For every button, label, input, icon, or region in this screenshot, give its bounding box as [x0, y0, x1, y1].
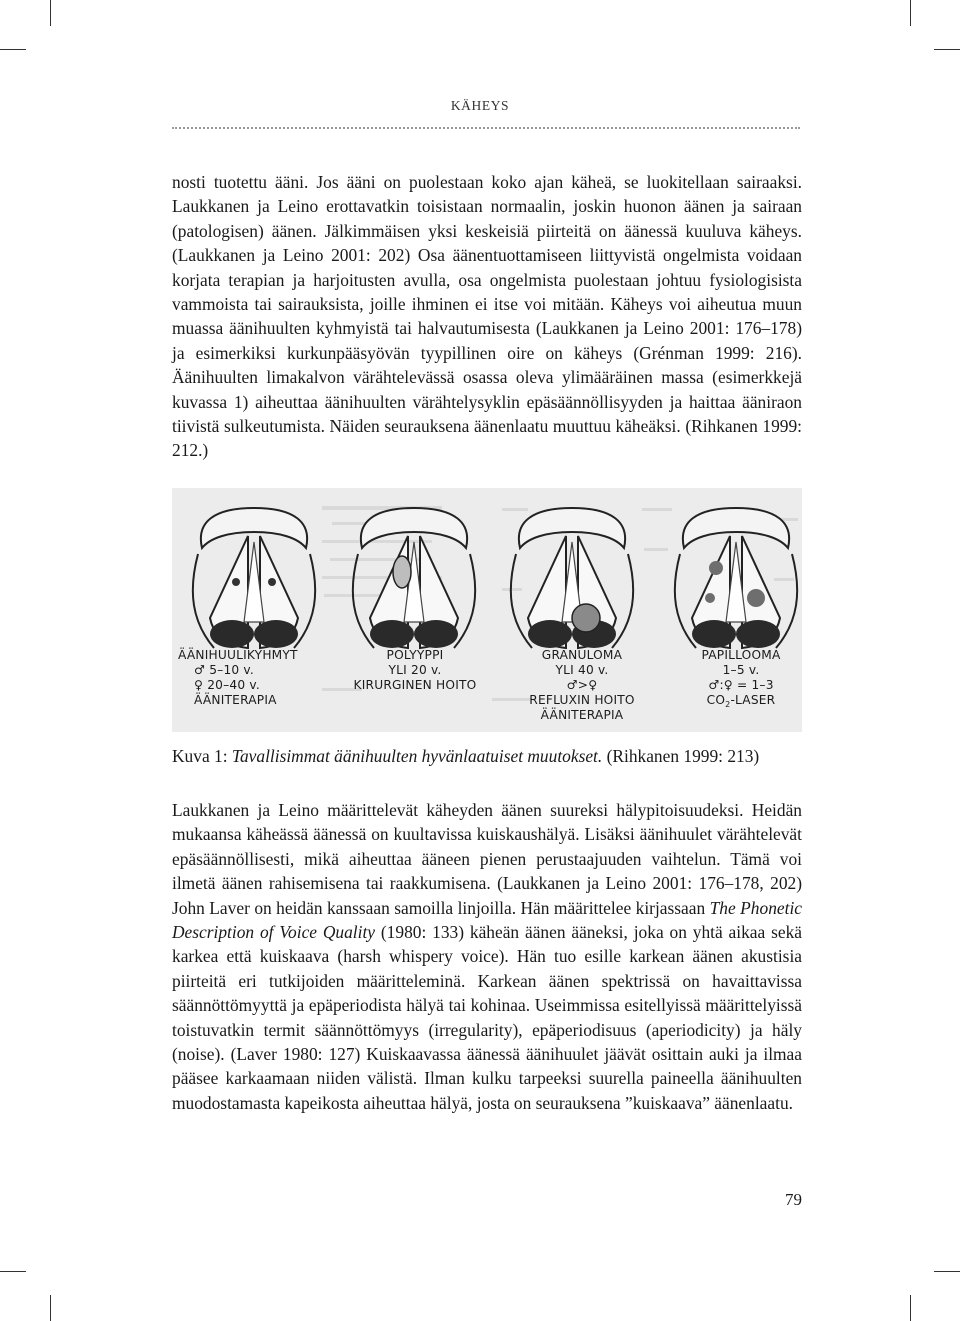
body-paragraph-2: Laukkanen ja Leino määrittelevät käheyden äänen suureksi hälypitoisuudeksi. Heidän mukaansa käheässä äänessä on kuultavissa kuiskaushälyä. Lisäksi äänihuulet värähtelevät epäsäännöllisesti, mikä aiheuttaa ääneen pienen perustaajuuden vaihtelun. Tämä voi ilmetä äänen rahisemisena tai raakkumisena. (Laukkanen ja Leino 2001: 176–178, 202) John Laver on heidän kanssaan samoilla linjoilla. Hän määrittelee kirjassaan The Phonetic Description of Voice Quality (1980: 133) käheän äänen ääneksi, joka on yhtä aikaa sekä karkea että kuiskaava (harsh whispery voice). Hän tuo esille karkean äänen akustisia piirteitä eri tutkijoiden määritteleminä. Karkean äänen spektrissä on havaittavissa säännöttömyyttä ja epäperiodista hälyä tai kohinaa. Useimmissa esitellyissä määrittelyissä toistuvatkin termit säännöttömyys (irregularity), epäperiodisuus (aperiodicity) ja häly (noise). (Laver 1980: 127) Kuiskaavassa äänessä äänihuulet jäävät osittain auki ja ilmaa pääsee karkaamaan niiden välistä. Ilman kulku tarpeeksi suurella paineella äänihuulten muodostamasta kapeikosta aiheuttaa hälyä, josta on seurauksena ”kuiskaava” äänenlaatu.	[172, 800, 802, 1113]
panel-papilloma-label: PAPILLOOMA 1–5 v. ♂:♀ = 1–3 $CO_2$-LASER	[701, 648, 781, 709]
granuloma-illustration	[511, 508, 633, 648]
nodules-illustration	[193, 508, 315, 648]
panel-polyp-label: POLYYPPI YLI 20 v. KIRURGINEN HOITO	[353, 648, 477, 692]
crop-mark	[50, 1295, 51, 1321]
page-number: 79	[785, 1190, 802, 1209]
paragraph-text: nosti tuotettu ääni. Jos ääni on puolestaan koko ajan käheä, se luokitellaan sairaaksi. Laukkanen ja Leino erottavatkin toisistaan normaalin, joskin huonon äänen ja sairaan (patologisen) äänen. Jälkimmäisen yksi keskeisiä piirteitä on äänessä kuuluva käheys. (Laukkanen ja Leino 2001: 202) Osa äänentuottamiseen liittyvistä ongelmista voidaan korjata terapian ja harjoitusten avulla, osa ongelmista puolestaan johtuu fysiologisista vammoista tai sairauksista, joille ihminen ei itse voi mitään. Käheys voi aiheutua muun muassa äänihuulten kyhmyistä tai halvautumisesta (Laukkanen ja Leino 2001: 176–178) ja esimerkiksi kurkunpääsyövän tyypillinen oire on käheys (Grénman 1999: 216). Äänihuulten limakalvon värähtelevässä osassa oleva ylimääräinen massa (esimerkkejä kuvassa 1) aiheuttaa äänihuulten värähtelysyklin epäsäännöllisyyden ja haittaa ääniraon tiivistä sulkeutumista. Näiden seurauksena äänenlaatu muuttuu käheäksi. (Rihkanen 1999: 212.)	[172, 172, 802, 461]
crop-mark	[934, 1271, 960, 1272]
figure-vocal-fold-lesions	[172, 488, 802, 732]
crop-mark	[50, 0, 51, 26]
crop-mark	[910, 1295, 911, 1321]
book-title: The Phonetic Description of Voice Quality	[172, 897, 802, 943]
body-paragraph-1	[172, 170, 802, 463]
crop-mark	[910, 0, 911, 26]
panel-granuloma-label: GRANULOMA YLI 40 v. ♂>♀ REFLUXIN HOITO ÄÄNITERAPIA	[529, 648, 635, 722]
crop-mark	[934, 49, 960, 50]
header-divider	[172, 127, 800, 129]
crop-mark	[0, 49, 26, 50]
panel-nodules-label: ÄÄNIHUULIKYHMYT ♂ 5–10 v. ♀ 20–40 v. ÄÄNITERAPIA	[178, 648, 298, 707]
crop-mark	[0, 1271, 26, 1272]
figure-caption: Kuva 1: Tavallisimmat äänihuulten hyvänlaatuiset muutokset. (Rihkanen 1999: 213)	[172, 746, 760, 766]
running-header: KÄHEYS	[450, 98, 510, 113]
